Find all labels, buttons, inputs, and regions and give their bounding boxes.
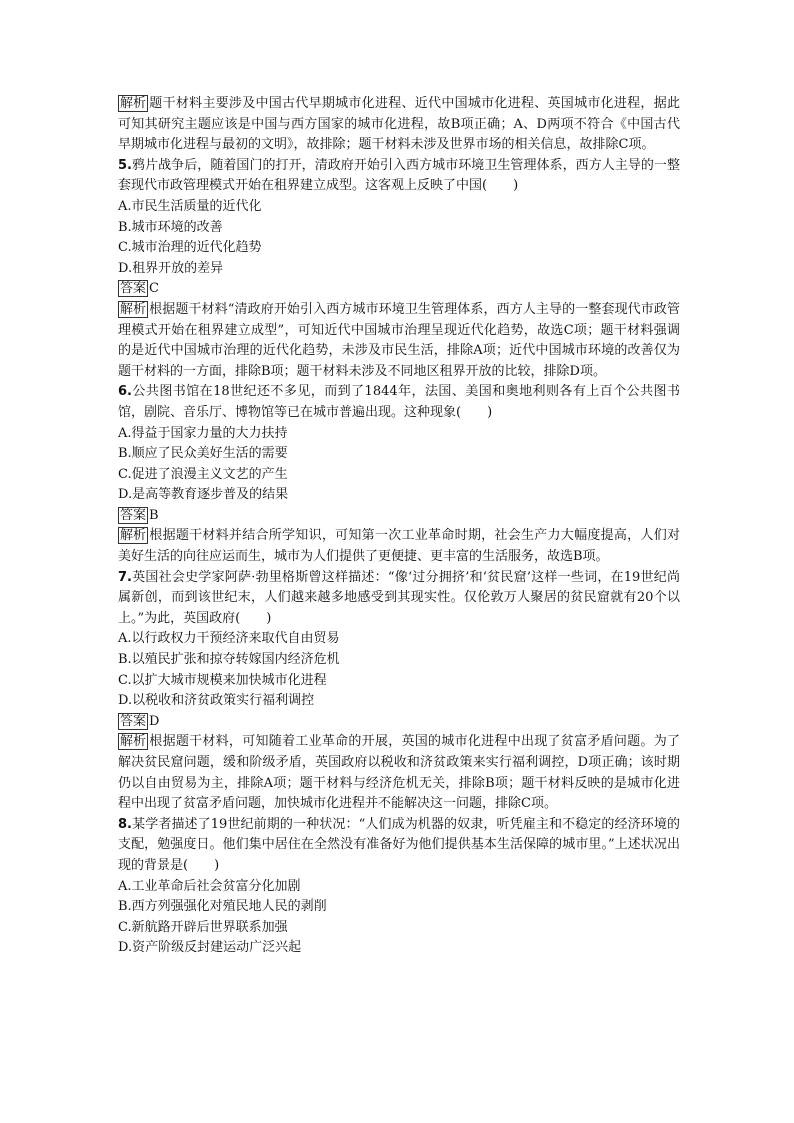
q5-analysis xyxy=(118,300,680,382)
q8-option-b: B.西方列强强化对殖民地人民的剥削 xyxy=(118,899,327,915)
q6-analysis xyxy=(118,526,680,567)
q6-answer xyxy=(118,506,680,527)
analysis-tag: 解析 xyxy=(120,734,147,750)
q8-number: 8. xyxy=(118,816,132,832)
q6-stem-text: 公共图书馆在18世纪还不多见，而到了1844年，法国、美国和奥地利则各有上百个公共图书馆，剧院、音乐厅、博物馆等已在城市普遍出现。这种现象( ) xyxy=(118,384,680,420)
q7-option-c: C.以扩大城市规模来加快城市化进程 xyxy=(118,672,327,688)
q7-answer-value: D xyxy=(149,713,160,729)
analysis-tag: 解析 xyxy=(120,96,147,111)
q7-answer xyxy=(118,712,680,733)
q7-stem-text: 英国社会史学家阿萨·勃里格斯曾这样描述：“像‘过分拥挤’和‘贫民窟’这样一些词，在19世纪尚属新创，而到该世纪末，人们越来越多地感受到其现实性。仅伦敦万人聚居的贫民窟就有20个以上。”为此，英国政府( ) xyxy=(118,569,680,626)
q8-option-a: A.工业革命后社会贫富分化加剧 xyxy=(118,878,301,894)
analysis-tag: 解析 xyxy=(120,301,147,317)
q6-option-d: D.是高等教育逐步普及的结果 xyxy=(118,487,289,503)
q8-option-c: C.新航路开辟后世界联系加强 xyxy=(118,919,288,935)
q6-number: 6. xyxy=(118,384,132,400)
q6-stem xyxy=(118,382,680,423)
q6-analysis-text: 根据题干材料并结合所学知识，可知第一次工业革命时期，社会生产力大幅度提高，人们对美好生活的向往应运而生，城市为人们提供了更便捷、更丰富的生活服务，故选B项。 xyxy=(118,528,680,565)
q5-stem xyxy=(118,156,680,197)
q8-stem-text: 某学者描述了19世纪前期的一种状况：“人们成为机器的奴隶，听凭雇主和不稳定的经济环境的支配，勉强度日。他们集中居住在全然没有准备好为他们提供基本生活保障的城市里。”上述状况出现的背景是( ) xyxy=(118,816,680,873)
answer-tag: 答案 xyxy=(120,507,147,523)
q6-option-b: B.顺应了民众美好生活的需要 xyxy=(118,446,288,462)
q7-analysis-text: 根据题干材料，可知随着工业革命的开展，英国的城市化进程中出现了贫富矛盾问题。为了解决贫民窟问题，缓和阶级矛盾，英国政府以税收和济贫政策来实行福利调控，D项正确；该时期仍以自由贸易为主，排除A项；题干材料与经济危机无关，排除B项；题干材料反映的是城市化进程中出现了贫富矛盾问题，加快城市化进程并不能解决这一问题，排除C项。 xyxy=(118,734,680,812)
q6-answer-value: B xyxy=(149,507,159,523)
q7-option-a: A.以行政权力干预经济来取代自由贸易 xyxy=(118,631,340,647)
q4-analysis xyxy=(118,94,680,156)
q7-analysis xyxy=(118,732,680,814)
document-page xyxy=(118,94,680,959)
q6-option-c: C.促进了浪漫主义文艺的产生 xyxy=(118,466,288,482)
q5-number: 5. xyxy=(118,157,132,173)
answer-tag: 答案 xyxy=(120,281,147,297)
q5-answer-value: C xyxy=(149,281,159,297)
q5-answer xyxy=(118,279,680,300)
q7-stem xyxy=(118,568,680,630)
q7-option-b: B.以殖民扩张和掠夺转嫁国内经济危机 xyxy=(118,652,340,668)
q5-stem-text: 鸦片战争后，随着国门的打开，清政府开始引入西方城市环境卫生管理体系，西方人主导的一整套现代市政管理模式开始在租界建立成型。这客观上反映了中国( ) xyxy=(118,157,680,194)
analysis-tag: 解析 xyxy=(120,528,147,544)
q5-option-b: B.城市环境的改善 xyxy=(118,219,223,235)
q8-option-d: D.资产阶级反封建运动广泛兴起 xyxy=(118,940,302,956)
q6-option-a: A.得益于国家力量的大力扶持 xyxy=(118,425,288,441)
answer-tag: 答案 xyxy=(120,713,147,729)
q7-number: 7. xyxy=(118,569,132,585)
q7-option-d: D.以税收和济贫政策实行福利调控 xyxy=(118,693,315,709)
q5-option-c: C.城市治理的近代化趋势 xyxy=(118,240,262,256)
q5-analysis-text: 根据题干材料“清政府开始引入西方城市环境卫生管理体系，西方人主导的一整套现代市政管理模式开始在租界建立成型”，可知近代中国城市治理呈现近代化趋势，故选C项；题干材料强调的是近代中国城市治理的近代化趋势，未涉及市民生活，排除A项；近代中国城市环境的改善仅为题干材料的一方面，排除B项；题干材料未涉及不同地区租界开放的比较，排除D项。 xyxy=(118,301,680,379)
q5-option-a: A.市民生活质量的近代化 xyxy=(118,198,262,214)
q5-option-d: D.租界开放的差异 xyxy=(118,260,224,276)
q8-stem xyxy=(118,815,680,877)
q4-analysis-text: 题干材料主要涉及中国古代早期城市化进程、近代中国城市化进程、英国城市化进程，据此可知其研究主题应该是中国与西方国家的城市化进程，故B项正确；A、D两项不符合《中国古代早期城市化进程与最初的文明》，故排除；题干材料未涉及世界市场的相关信息，故排除C项。 xyxy=(118,96,680,153)
